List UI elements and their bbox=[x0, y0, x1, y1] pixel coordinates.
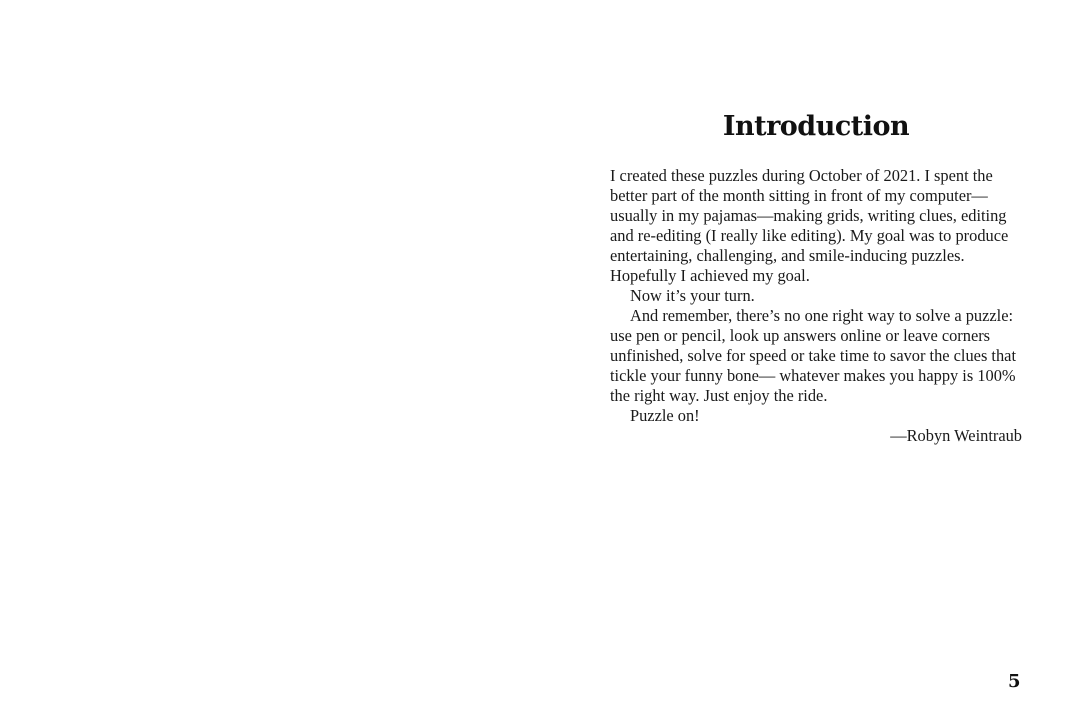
page-title: Introduction bbox=[722, 111, 910, 142]
paragraph-4: Puzzle on! bbox=[630, 406, 700, 425]
introduction-body bbox=[610, 166, 1022, 446]
page-number: 5 bbox=[1008, 671, 1021, 692]
paragraph-1: I created these puzzles during October of 2021. I spent the better part of the month sitting in front of my computer—usually in my pajamas—making grids, writing clues, editing and re-editing (I really like editing). My goal was to produce entertaining, challenging, and smile-inducing puzzles. Hopefully I achieved my goal. bbox=[610, 166, 1009, 285]
right-page bbox=[540, 0, 1080, 720]
author-signature: —Robyn Weintraub bbox=[890, 426, 1022, 445]
paragraph-2: Now it’s your turn. bbox=[630, 286, 755, 305]
paragraph-3: And remember, there’s no one right way to solve a puzzle: use pen or pencil, look up answers online or leave corners unfinished, solve for speed or take time to savor the clues that tickle your funny bone— whatever makes you happy is 100% the right way. Just enjoy the ride. bbox=[610, 306, 1017, 405]
